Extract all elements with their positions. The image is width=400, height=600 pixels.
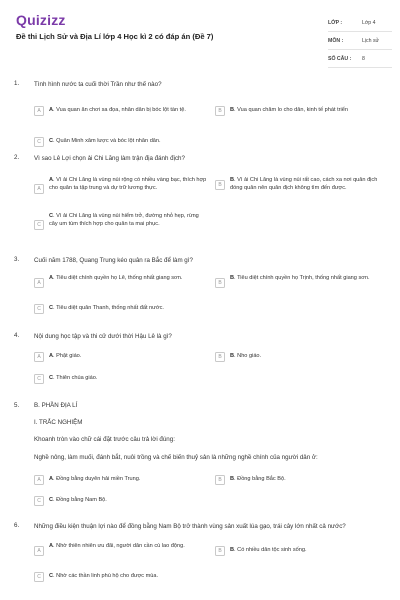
option-key-box: C [34,220,44,230]
answer-option[interactable]: A A. Đồng bằng duyên hải miền Trung. [34,475,209,485]
option-text: Quân Minh xâm lược và bóc lột nhân dân. [56,138,161,144]
option-text: Vì ải Chi Lăng là vùng núi hiểm trở, đường nhỏ hẹp, rừng cây um tùm thích hợp cho quân ta mai phục. [49,213,199,227]
answer-option[interactable]: B B. Đồng bằng Bắc Bộ. [215,475,390,485]
option-text: Đồng bằng Bắc Bộ. [237,476,286,482]
option-text: Phật giáo. [56,353,82,359]
question-text: Nội dung học tập và thi cử dưới thời Hậu Lê là gì? [34,333,172,340]
option-key-box: C [34,304,44,314]
option-letter: B [230,353,235,359]
option-text: Vì ải Chi Lăng là vùng núi rất cao, cách xa nơi quân địch đóng quân nên quân địch không tìm đến được. [230,177,378,191]
answer-option[interactable]: B B. Có nhiều dân tộc sinh sống. [215,546,390,556]
option-key-box: B [215,475,225,485]
option-letter: C [49,305,54,311]
worksheet-meta [328,14,392,68]
worksheet-header [0,0,400,68]
answer-option[interactable]: A A. Vua quan ăn chơi sa đọa, nhân dân bị bóc lột tàn tệ. [34,106,209,116]
quizizz-logo: Quizizz [16,12,66,28]
question-text: Cuối năm 1788, Quang Trung kéo quân ra Bắc để làm gì? [34,257,193,264]
option-letter: B [230,476,235,482]
page-title: Đề thi Lịch Sử và Địa Lí lớp 4 Học kì 2 có đáp án (Đề 7) [16,32,214,41]
answer-option[interactable]: C C. Nhờ các thần linh phù hộ cho được mùa. [34,572,209,582]
question-number: 6. [14,522,20,529]
option-key-box: A [34,278,44,288]
option-letter: C [49,573,54,579]
question-text: Tình hình nước ta cuối thời Trần như thế nào? [34,81,162,88]
answer-option[interactable]: B B. Vua quan chăm lo cho dân, kinh tế phát triển [215,106,390,116]
option-text: Vua quan ăn chơi sa đọa, nhân dân bị bóc lột tàn tệ. [56,107,186,113]
meta-class-row [328,14,392,32]
meta-count-row [328,50,392,68]
option-text: Tiêu diệt chính quyền họ Trịnh, thống nhất giang sơn. [237,275,370,281]
meta-subject-label: MÔN : [328,37,344,44]
answer-option[interactable]: C C. Quân Minh xâm lược và bóc lột nhân dân. [34,137,209,147]
option-key-box: A [34,106,44,116]
question-number: 5. [14,402,20,409]
question-number: 3. [14,256,20,263]
subsection-heading: I. TRẮC NGHIỆM [34,419,83,426]
option-text: Đồng bằng Nam Bộ. [56,497,107,503]
option-text: Vì ải Chi Lăng là vùng núi rộng có nhiều vàng bạc, thích hợp cho quân ta tập trung và dự trữ lương thực. [49,177,207,191]
question-text: Nghề nông, làm muối, đánh bắt, nuôi trồng và chế biến thuỷ sản là những nghề chính của người dân ở: [34,454,318,461]
option-key-box: A [34,184,44,194]
option-letter: A [49,275,54,281]
option-letter: C [49,497,54,503]
option-letter: A [49,353,54,359]
answer-option[interactable]: B B. Vì ải Chi Lăng là vùng núi rất cao, cách xa nơi quân địch đóng quân nên quân địch không tìm đến được. [215,176,390,192]
option-letter: B [230,107,235,113]
option-key-box: B [215,180,225,190]
meta-class-label: LỚP : [328,19,343,26]
option-key-box: B [215,106,225,116]
meta-class-value: Lớp 4 [362,19,376,26]
option-letter: C [49,375,54,381]
option-key-box: A [34,546,44,556]
option-key-box: C [34,137,44,147]
answer-option[interactable]: C C. Thiên chúa giáo. [34,374,209,384]
question-text: Vì sao Lê Lợi chọn ải Chi Lăng làm trận địa đánh địch? [34,155,185,162]
question-text: Những điều kiện thuận lợi nào để đồng bằng Nam Bộ trở thành vùng sản xuất lúa gạo, trái cây lớn nhất cả nước? [34,523,346,530]
answer-option[interactable]: C C. Vì ải Chi Lăng là vùng núi hiểm trở, đường nhỏ hẹp, rừng cây um tùm thích hợp cho quân ta mai phục. [34,212,209,230]
option-text: Đồng bằng duyên hải miền Trung. [56,476,141,482]
answer-option[interactable]: C C. Đồng bằng Nam Bộ. [34,496,209,506]
option-letter: B [230,547,235,553]
option-text: Nhờ thiên nhiên ưu đãi, người dân cần cù lao động. [56,543,185,549]
question-number: 1. [14,80,20,87]
option-letter: C [49,213,54,219]
answer-option[interactable]: B B. Tiêu diệt chính quyền họ Trịnh, thống nhất giang sơn. [215,274,390,288]
option-letter: A [49,543,54,549]
option-text: Nhờ các thần linh phù hộ cho được mùa. [56,573,159,579]
answer-option[interactable]: C C. Tiêu diệt quân Thanh, thống nhất đất nước. [34,304,209,314]
option-letter: A [49,476,54,482]
option-letter: A [49,107,54,113]
option-letter: A [49,177,54,183]
meta-subject-value: Lịch sử [362,37,380,44]
meta-subject-row [328,32,392,50]
answer-option[interactable]: A A. Tiêu diệt chính quyền họ Lê, thống nhất giang sơn. [34,274,209,288]
answer-option[interactable]: A A. Phật giáo. [34,352,209,362]
option-key-box: A [34,475,44,485]
option-key-box: C [34,374,44,384]
option-key-box: B [215,546,225,556]
option-key-box: C [34,496,44,506]
answer-option[interactable]: A A. Nhờ thiên nhiên ưu đãi, người dân cần cù lao động. [34,542,209,556]
option-text: Có nhiều dân tộc sinh sống. [237,547,307,553]
option-key-box: B [215,352,225,362]
option-text: Thiên chúa giáo. [56,375,98,381]
question-number: 2. [14,154,20,161]
option-key-box: B [215,278,225,288]
option-text: Nho giáo. [237,353,262,359]
question-number: 4. [14,332,20,339]
option-key-box: C [34,572,44,582]
section-heading: B. PHẦN ĐỊA LÍ [34,402,78,409]
meta-count-value: 8 [362,55,365,62]
option-letter: B [230,275,235,281]
option-text: Tiêu diệt quân Thanh, thống nhất đất nước. [56,305,164,311]
option-text: Vua quan chăm lo cho dân, kinh tế phát triển [237,107,348,113]
option-letter: B [230,177,235,183]
option-key-box: A [34,352,44,362]
option-text: Tiêu diệt chính quyền họ Lê, thống nhất giang sơn. [56,275,183,281]
answer-option[interactable]: B B. Nho giáo. [215,352,390,362]
instruction-text: Khoanh tròn vào chữ cái đặt trước câu trả lời đúng: [34,436,175,443]
answer-option[interactable]: A A. Vì ải Chi Lăng là vùng núi rộng có nhiều vàng bạc, thích hợp cho quân ta tập trung và dự trữ lương thực. [34,176,209,194]
meta-count-label: SỐ CÂU : [328,55,352,62]
option-letter: C [49,138,54,144]
